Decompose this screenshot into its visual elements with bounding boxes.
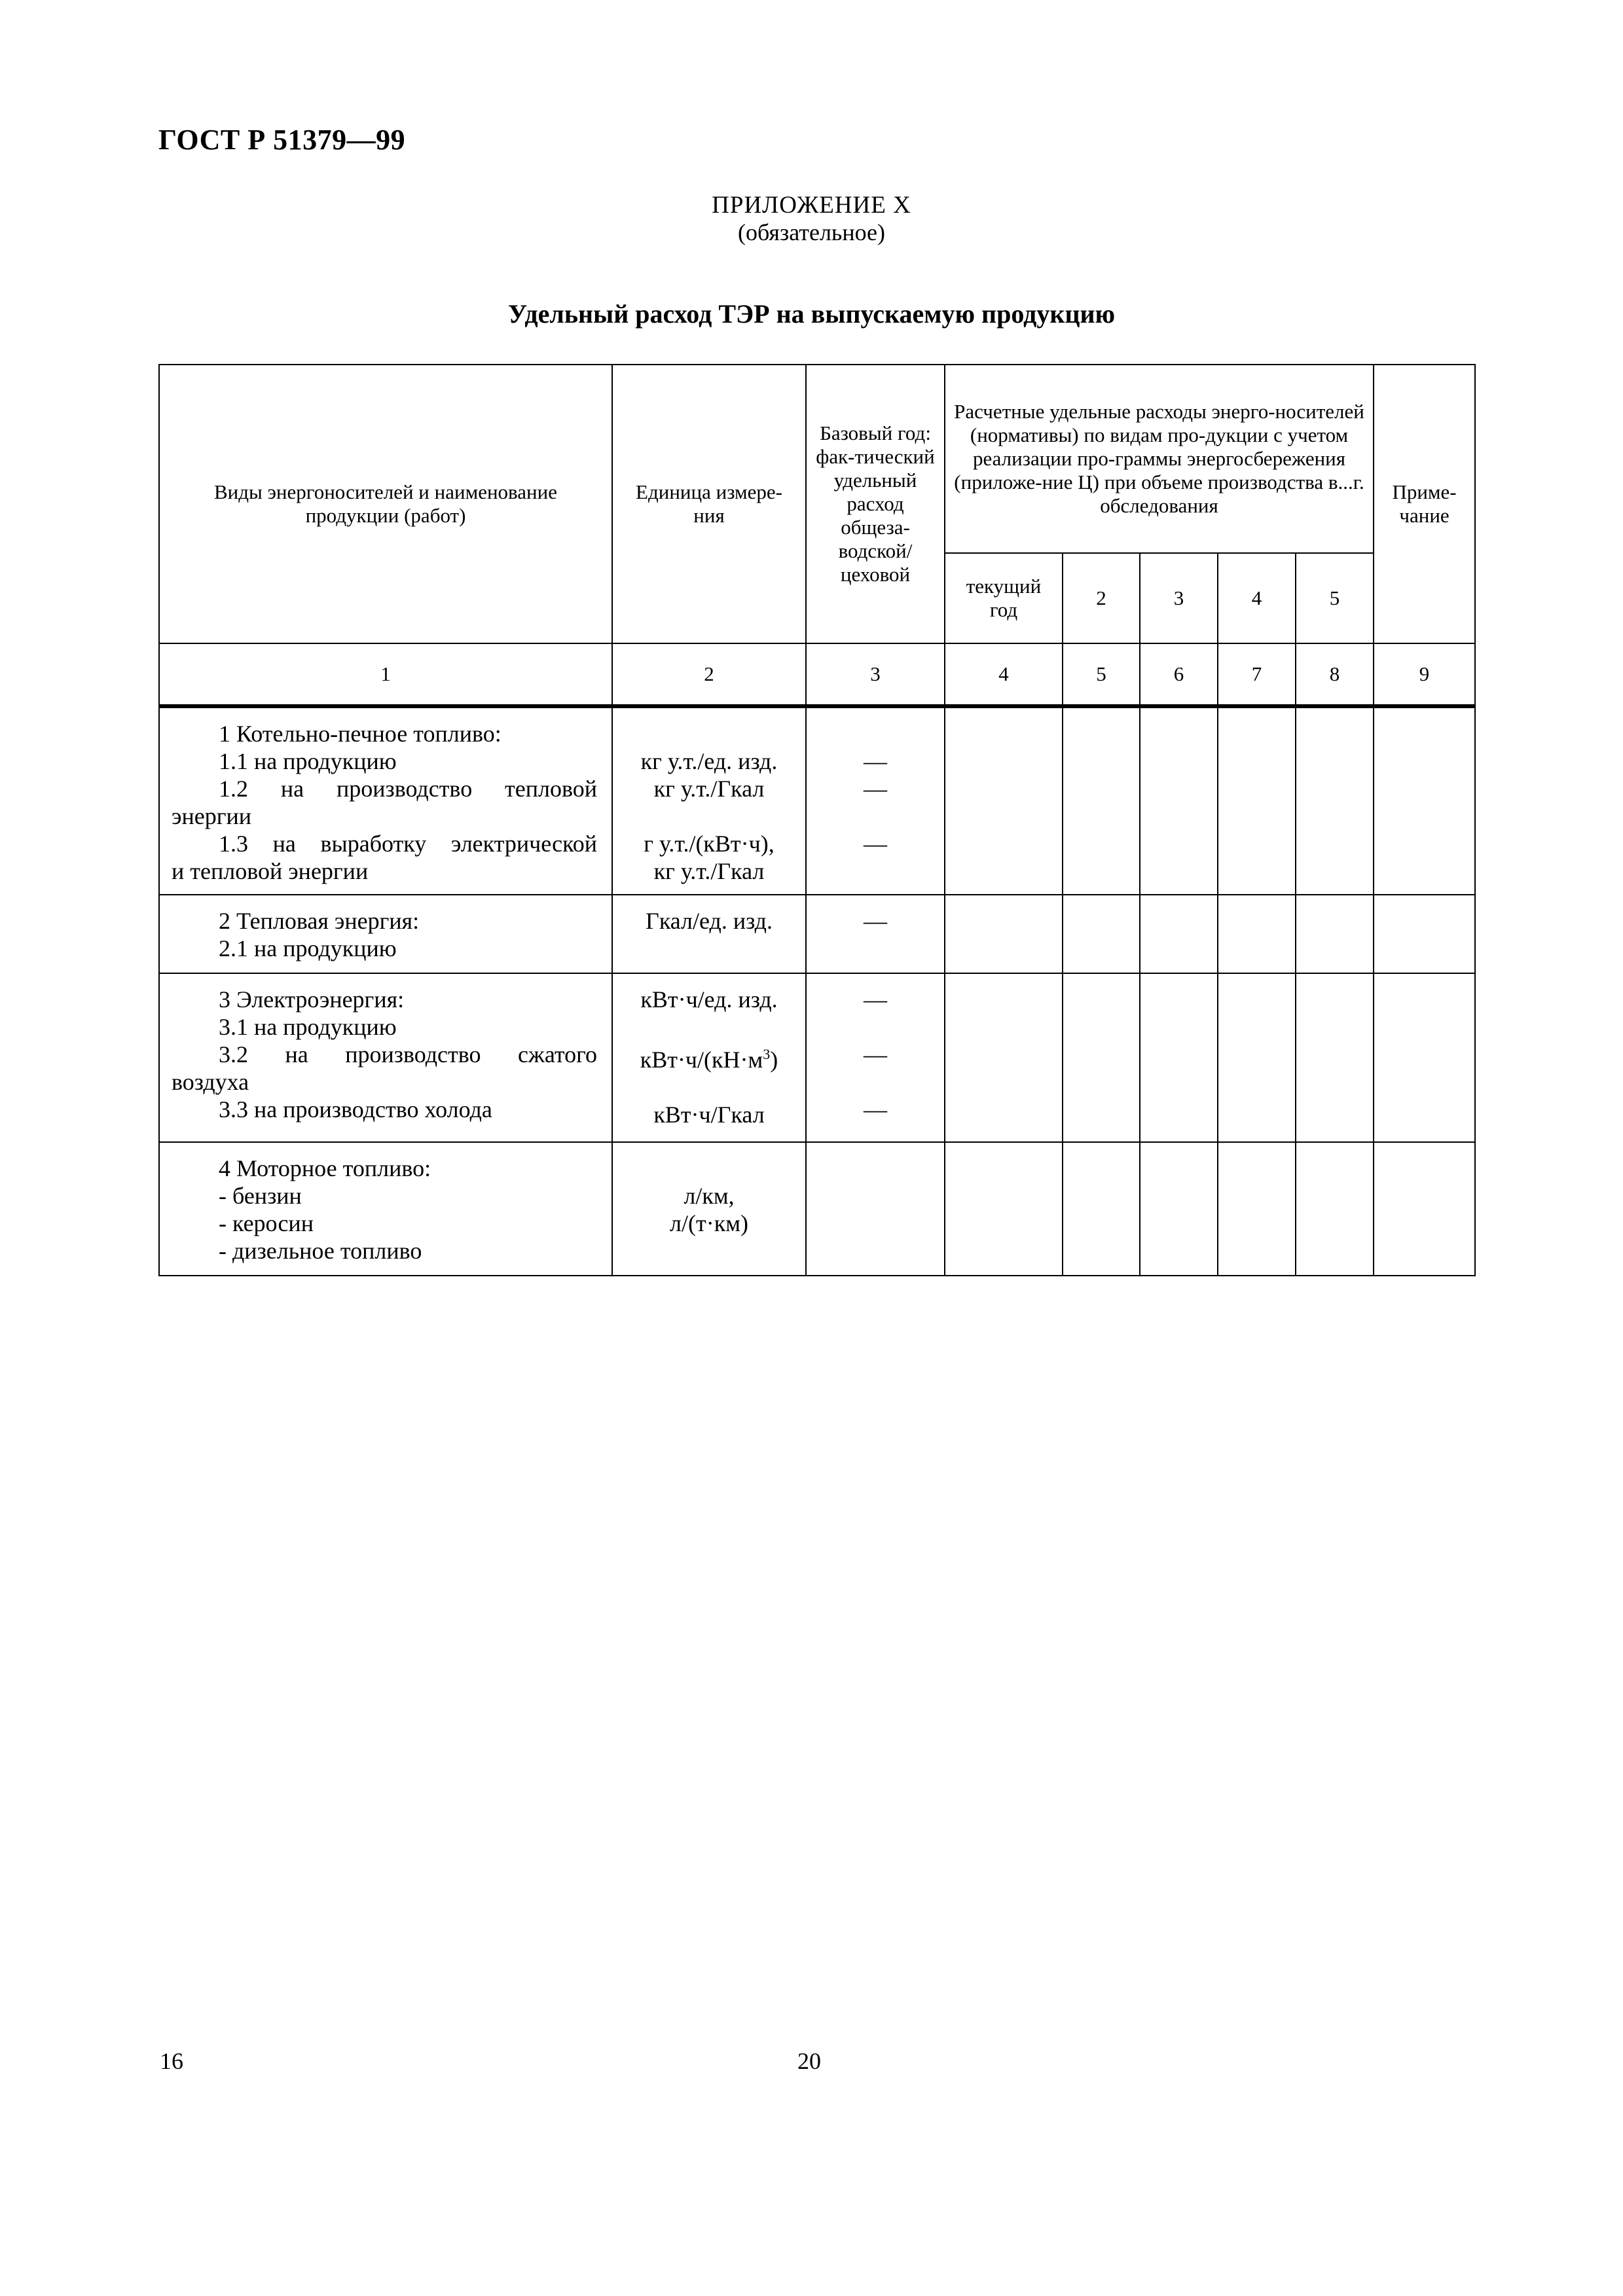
empty-cell [1218,1142,1296,1276]
page-number-left: 16 [160,2048,183,2074]
row-description: 2 Тепловая энергия: 2.1 на продукцию [159,895,612,973]
empty-cell [1374,1142,1475,1276]
empty-cell [1296,706,1374,895]
appendix-subtitle: (обязательное) [738,219,885,245]
row-description: 4 Моторное топливо: - бензин - керосин - дизельное топливо [159,1142,612,1276]
document-code: ГОСТ Р 51379—99 [158,124,406,156]
empty-cell [945,895,1063,973]
column-number: 9 [1374,643,1475,706]
column-number: 4 [945,643,1063,706]
column-number: 7 [1218,643,1296,706]
empty-cell [1063,973,1140,1142]
row-base-value: — — — [806,973,945,1142]
table-row [159,1142,1475,1276]
table-title: Удельный расход ТЭР на выпускаемую продукцию [507,299,1116,329]
empty-cell [945,973,1063,1142]
empty-cell [1374,895,1475,973]
empty-cell [1063,706,1140,895]
empty-cell [1218,973,1296,1142]
header-year-4: 4 [1218,553,1296,643]
column-number: 6 [1140,643,1218,706]
empty-cell [1218,706,1296,895]
table-row [159,973,1475,1142]
column-number: 1 [159,643,612,706]
empty-cell [1374,973,1475,1142]
empty-cell [1374,706,1475,895]
header-calculated-rates: Расчетные удельные расходы энерго-носителей (нормативы) по видам про-дукции с учетом реализации про-граммы энергосбережения (приложе-ние Ц) при объеме производства в...г. обследования [945,365,1374,553]
empty-cell [1063,1142,1140,1276]
row-description: 1 Котельно-печное топливо: 1.1 на продукцию 1.2 на производство тепловой энергии 1.3 на выработку электрической и тепловой энергии [159,706,612,895]
page-number-center: 20 [797,2048,821,2074]
column-number: 2 [612,643,806,706]
header-product-type: Виды энергоносителей и наименование продукции (работ) [159,365,612,643]
row-description: 3 Электроэнергия: 3.1 на продукцию 3.2 на производство сжатого воздуха 3.3 на производство холода [159,973,612,1142]
header-year-5: 5 [1296,553,1374,643]
empty-cell [1063,895,1140,973]
column-number: 5 [1063,643,1140,706]
consumption-table [158,364,1476,1276]
header-year-3: 3 [1140,553,1218,643]
header-base-year: Базовый год: фак-тический удельный расход общеза-водской/ цеховой [806,365,945,643]
empty-cell [1140,1142,1218,1276]
appendix-title: ПРИЛОЖЕНИЕ Х [712,192,911,219]
header-year-2: 2 [1063,553,1140,643]
empty-cell [1140,895,1218,973]
empty-cell [1140,973,1218,1142]
header-current-year: текущий год [945,553,1063,643]
table-row [159,895,1475,973]
empty-cell [1296,1142,1374,1276]
empty-cell [806,1142,945,1276]
header-unit: Единица измере-ния [612,365,806,643]
empty-cell [945,706,1063,895]
empty-cell [1296,895,1374,973]
row-base-value: — — — [806,706,945,895]
column-number-row [159,643,1475,706]
row-unit: Гкал/ед. изд. [612,895,806,973]
table-row [159,706,1475,895]
row-base-value: — [806,895,945,973]
empty-cell [1140,706,1218,895]
column-number: 8 [1296,643,1374,706]
row-unit: кВт·ч/ед. изд. $кВт\cdot ч/(кН\cdot м^3)$ кВт·ч/Гкал [612,973,806,1142]
row-unit: кг у.т./ед. изд. кг у.т./Гкал г у.т./(кВт·ч), кг у.т./Гкал [612,706,806,895]
empty-cell [1296,973,1374,1142]
empty-cell [1218,895,1296,973]
row-unit: л/км, л/(т·км) [612,1142,806,1276]
header-note: Приме-чание [1374,365,1475,643]
column-number: 3 [806,643,945,706]
empty-cell [945,1142,1063,1276]
